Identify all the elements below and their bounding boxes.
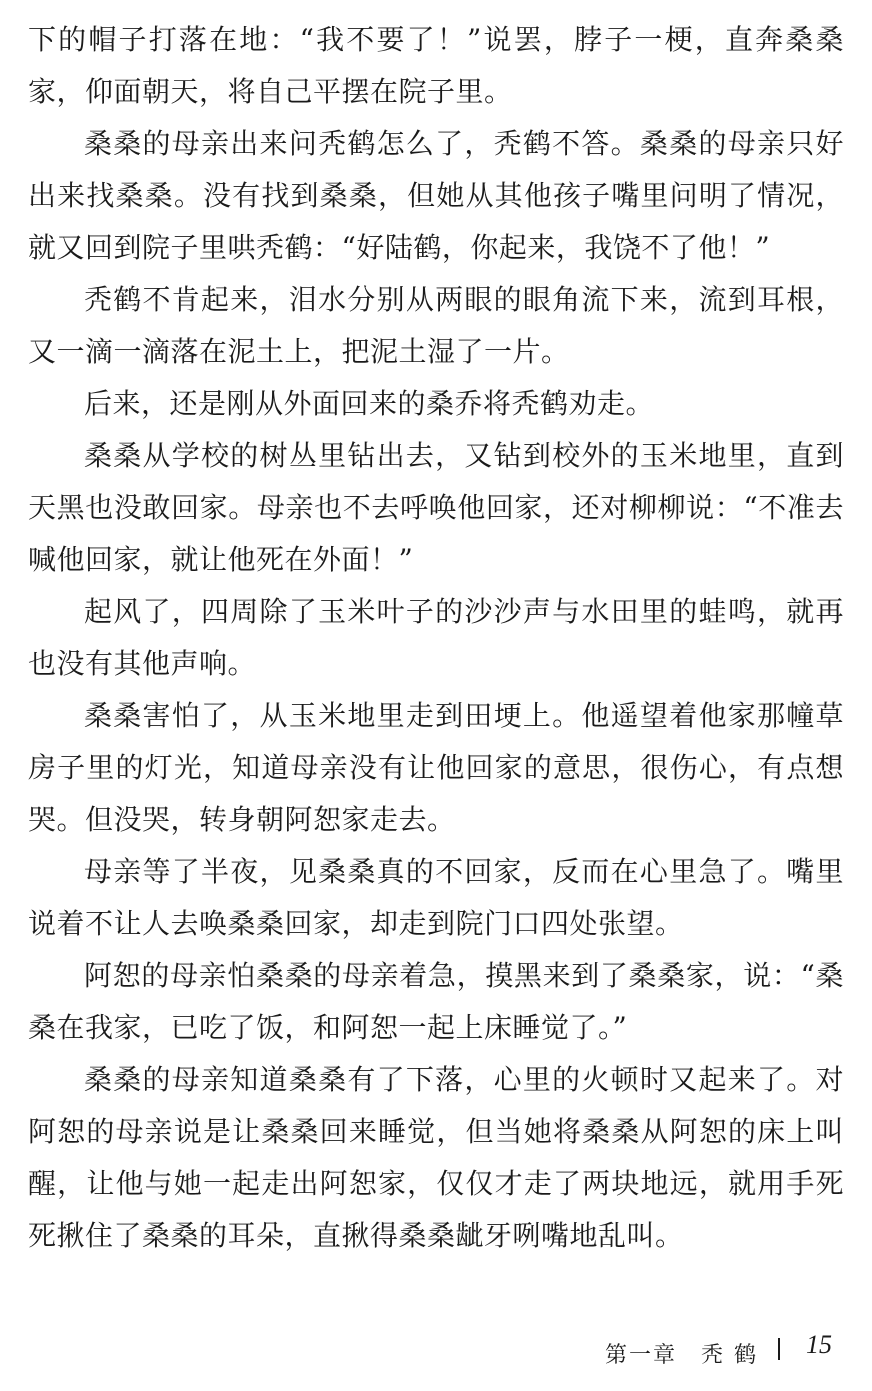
paragraph: 起风了，四周除了玉米叶子的沙沙声与水田里的蛙鸣，就再也没有其他声响。 bbox=[28, 595, 844, 680]
paragraph: 后来，还是刚从外面回来的桑乔将秃鹤劝走。 bbox=[84, 387, 655, 420]
paragraph-continued: 下的帽子打落在地：“我不要了！”说罢，脖子一梗，直奔桑桑家，仰面朝天，将自己平摆在院子里。 bbox=[28, 23, 844, 108]
paragraph: 桑桑从学校的树丛里钻出去，又钻到校外的玉米地里，直到天黑也没敢回家。母亲也不去呼唤他回家，还对柳柳说：“不准去喊他回家，就让他死在外面！” bbox=[28, 439, 844, 576]
page-number: 15 bbox=[806, 1330, 832, 1359]
chapter-title: 第一章 秃 鹤 bbox=[605, 1343, 758, 1368]
paragraph: 阿恕的母亲怕桑桑的母亲着急，摸黑来到了桑桑家，说：“桑桑在我家，已吃了饭，和阿恕一起上床睡觉了。” bbox=[28, 959, 844, 1044]
page-footer bbox=[0, 1330, 872, 1370]
footer-divider bbox=[778, 1338, 780, 1360]
paragraph: 母亲等了半夜，见桑桑真的不回家，反而在心里急了。嘴里说着不让人去唤桑桑回家，却走到院门口四处张望。 bbox=[28, 855, 844, 940]
paragraph: 桑桑的母亲知道桑桑有了下落，心里的火顿时又起来了。对阿恕的母亲说是让桑桑回来睡觉，但当她将桑桑从阿恕的床上叫醒，让他与她一起走出阿恕家，仅仅才走了两块地远，就用手死死揪住了桑桑的耳朵，直揪得桑桑龇牙咧嘴地乱叫。 bbox=[28, 1063, 844, 1252]
paragraph: 桑桑害怕了，从玉米地里走到田埂上。他遥望着他家那幢草房子里的灯光，知道母亲没有让他回家的意思，很伤心，有点想哭。但没哭，转身朝阿恕家走去。 bbox=[28, 699, 844, 836]
paragraph: 秃鹤不肯起来，泪水分别从两眼的眼角流下来，流到耳根，又一滴一滴落在泥土上，把泥土湿了一片。 bbox=[28, 283, 844, 368]
body-text bbox=[28, 14, 844, 1262]
paragraph: 桑桑的母亲出来问秃鹤怎么了，秃鹤不答。桑桑的母亲只好出来找桑桑。没有找到桑桑，但她从其他孩子嘴里问明了情况，就又回到院子里哄秃鹤：“好陆鹤，你起来，我饶不了他！” bbox=[28, 127, 844, 264]
